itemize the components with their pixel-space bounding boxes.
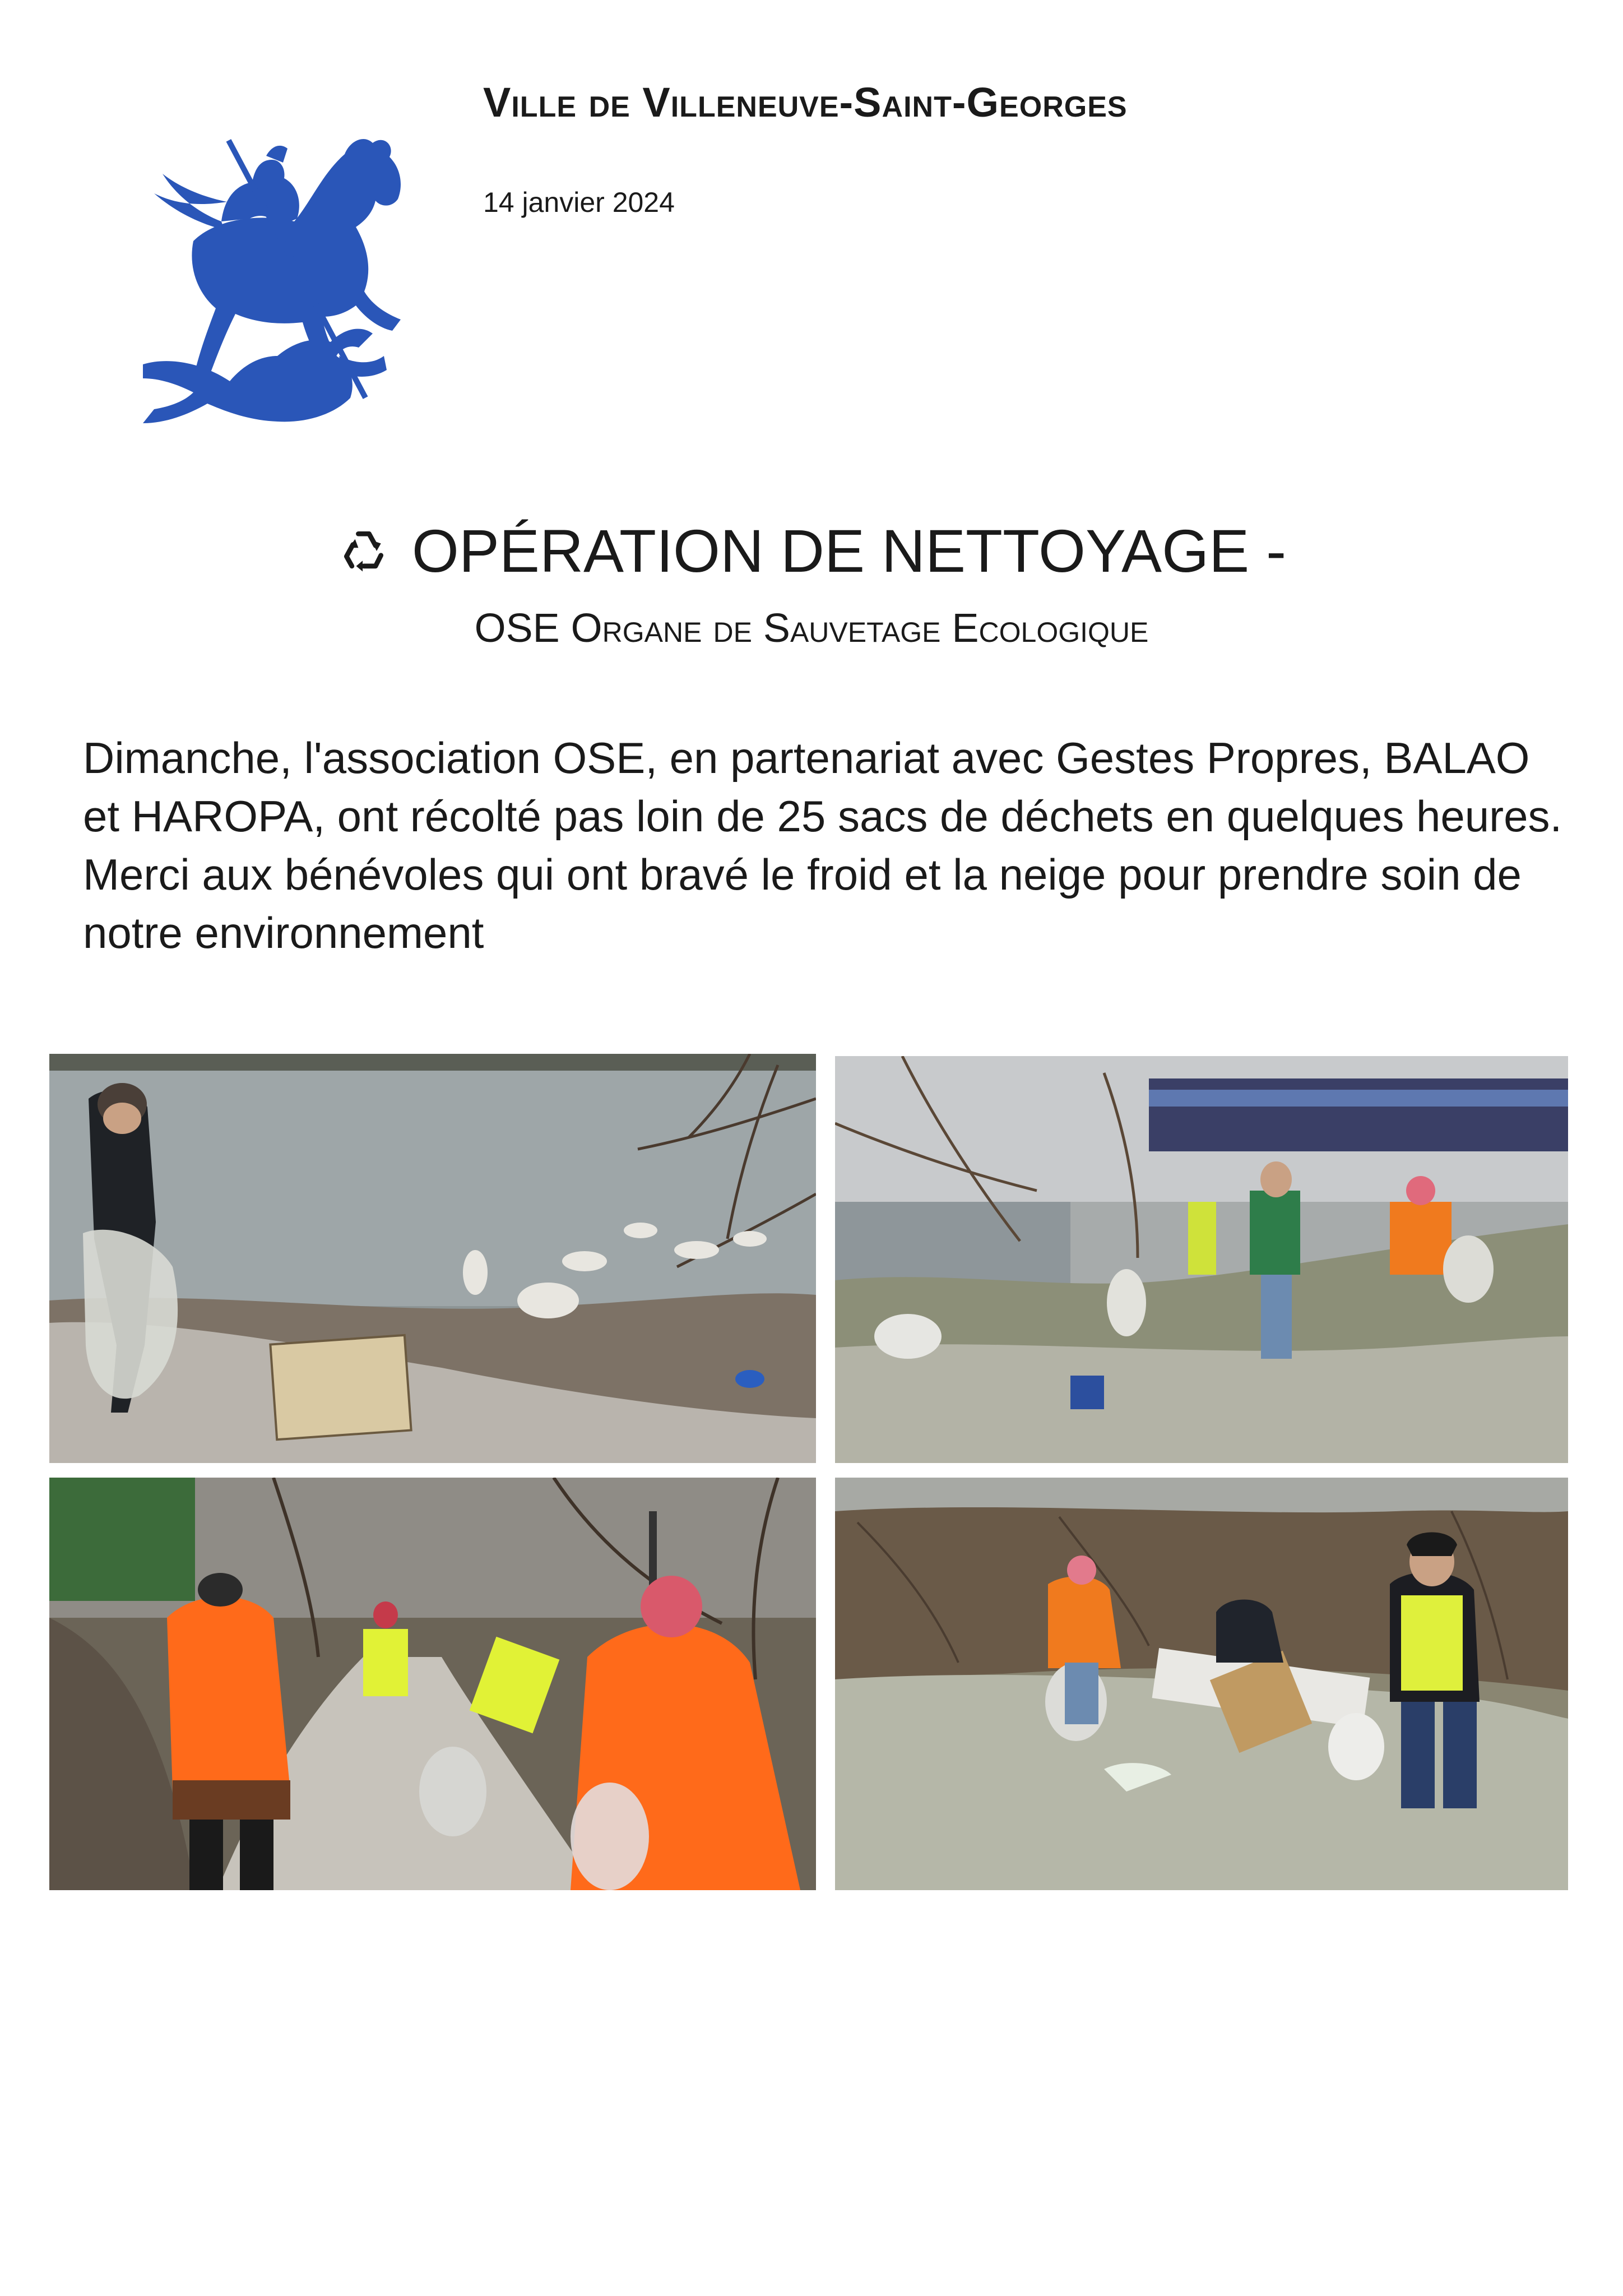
photo-volunteers-bank xyxy=(835,1056,1568,1463)
publication-date: 14 janvier 2024 xyxy=(483,187,675,218)
photo-debris-collection xyxy=(835,1478,1568,1890)
article-title-row xyxy=(0,516,1623,586)
article-title: OPÉRATION DE NETTOYAGE - xyxy=(411,517,1287,585)
photo-path-volunteers xyxy=(49,1478,816,1890)
article-subtitle: OSE Organe de Sauvetage Ecologique xyxy=(474,606,1149,651)
recycle-icon xyxy=(337,524,391,578)
article-body: Dimanche, l'association OSE, en partenariat avec Gestes Propres, BALAO et HAROPA, ont récolté pas loin de 25 sacs de déchets en quelques heures. Merci aux bénévoles qui ont bravé le froid et la neige pour prendre soin de notre environnement xyxy=(83,733,1562,957)
city-name: Ville de Villeneuve-Saint-Georges xyxy=(483,79,1128,126)
photo-riverbank-swans xyxy=(49,1054,816,1463)
saint-george-dragon-icon xyxy=(109,101,412,448)
